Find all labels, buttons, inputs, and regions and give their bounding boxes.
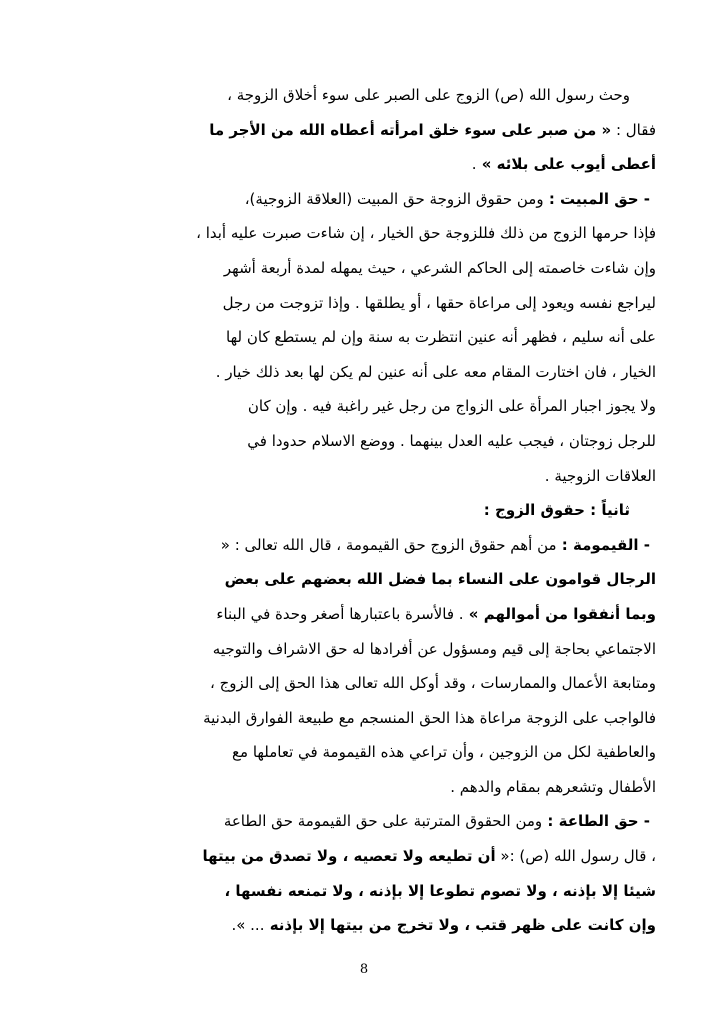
bold-text-run: « من صبر على سوء خلق امرأته أعطاه الله من الأجر ما	[209, 120, 612, 139]
text-run: الأطفال وتشعرهم بمقام والدهم .	[450, 777, 656, 796]
text-line	[62, 320, 656, 355]
text-run: ... ».	[231, 916, 265, 935]
text-run: الاجتماعي بحاجة إلى قيم ومسؤول عن أفرادها له حق الاشراف والتوجيه	[212, 639, 656, 658]
text-run: .	[471, 155, 477, 174]
page-number: 8	[359, 962, 369, 977]
text-run: فالواجب على الزوجة مراعاة هذا الحق المنسجم مع طبيعة الفوارق البدنية	[203, 708, 656, 727]
text-line	[62, 78, 656, 113]
text-run: فقال :	[611, 120, 656, 139]
text-run: ومتابعة الأعمال والممارسات ، وقد أوكل الله تعالى هذا الحق إلى الزوج ،	[209, 674, 656, 693]
bold-text-run: ثانياً : حقوق الزوج :	[483, 501, 630, 520]
bold-text-run: أعطى أيوب على بلائه »	[476, 155, 656, 174]
bold-text-run: أن تطيعه ولا تعصيه ، ولا تصدق من بيتها	[202, 847, 496, 866]
text-run: ومن الحقوق المترتبة على حق القيمومة حق الطاعة	[223, 812, 543, 831]
text-run: ، قال رسول الله (ص) :«	[495, 847, 656, 866]
section-heading-line	[62, 528, 656, 563]
text-run: وإن شاءت خاصمته إلى الحاكم الشرعي ، حيث يمهله لمدة أربعة أشهر	[223, 258, 656, 277]
bold-text-run: وإن كانت على ظهر قتب ، ولا تخرج من بيتها إلا بإذنه	[264, 916, 656, 935]
text-line	[62, 770, 656, 805]
section-heading-line	[62, 182, 656, 217]
bold-text-run: - حق الطاعة :	[542, 812, 650, 831]
text-run: ليراجع نفسه ويعود إلى مراعاة حقها ، أو يطلقها . وإذا تزوجت من رجل	[222, 293, 656, 312]
bold-text-run: - حق المبيت :	[543, 189, 650, 208]
text-line	[62, 216, 656, 251]
text-run: ومن حقوق الزوجة حق المبيت (العلاقة الزوجية)،	[244, 189, 544, 208]
text-line	[62, 389, 656, 424]
text-line	[62, 251, 656, 286]
bold-text-run: وبما أنفقوا من أموالهم »	[463, 604, 656, 623]
text-line	[62, 666, 656, 701]
text-line	[62, 632, 656, 667]
text-line	[62, 355, 656, 390]
text-line	[62, 839, 656, 874]
text-run: من أهم حقوق الزوج حق القيمومة ، قال الله تعالى : «	[220, 535, 557, 554]
text-run: ولا يجوز اجبار المرأة على الزواج من رجل غير راغبة فيه . وإن كان	[247, 397, 656, 416]
quote-line	[62, 874, 656, 909]
quote-line	[62, 908, 656, 943]
text-line	[62, 147, 656, 182]
text-line	[62, 459, 656, 494]
body-text	[62, 78, 656, 943]
quote-line	[62, 562, 656, 597]
text-line	[62, 597, 656, 632]
section-title	[62, 493, 656, 528]
text-run: العلاقات الزوجية .	[544, 466, 656, 485]
text-line	[62, 701, 656, 736]
text-run: الخيار ، فان اختارت المقام معه على أنه عنين لم يكن لها بعد ذلك خيار .	[215, 362, 656, 381]
bold-text-run: - القيمومة :	[556, 535, 650, 554]
text-run: فإذا حرمها الزوج من ذلك فللزوجة حق الخيار ، إن شاءت صبرت عليه أبدا ،	[196, 224, 656, 243]
text-line	[62, 286, 656, 321]
text-run: للرجل زوجتان ، فيجب عليه العدل بينهما . ووضع الاسلام حدودا في	[247, 431, 656, 450]
text-run: على أنه سليم ، فظهر أنه عنين انتظرت به سنة وإن لم يستطع كان لها	[226, 328, 656, 347]
bold-text-run: شيئا إلا بإذنه ، ولا تصوم تطوعا إلا بإذنه ، ولا تمنعه نفسها ،	[224, 881, 656, 900]
text-run: . فالأسرة باعتبارها أصغر وحدة في البناء	[216, 604, 464, 623]
text-line	[62, 424, 656, 459]
section-heading-line	[62, 804, 656, 839]
text-run: وحث رسول الله (ص) الزوج على الصبر على سوء أخلاق الزوجة ،	[227, 86, 630, 104]
bold-text-run: الرجال قوامون على النساء بما فضل الله بعضهم على بعض	[224, 570, 656, 589]
text-run: والعاطفية لكل من الزوجين ، وأن تراعي هذه القيمومة في تعاملها مع	[232, 743, 656, 762]
text-line	[62, 735, 656, 770]
text-line	[62, 113, 656, 148]
